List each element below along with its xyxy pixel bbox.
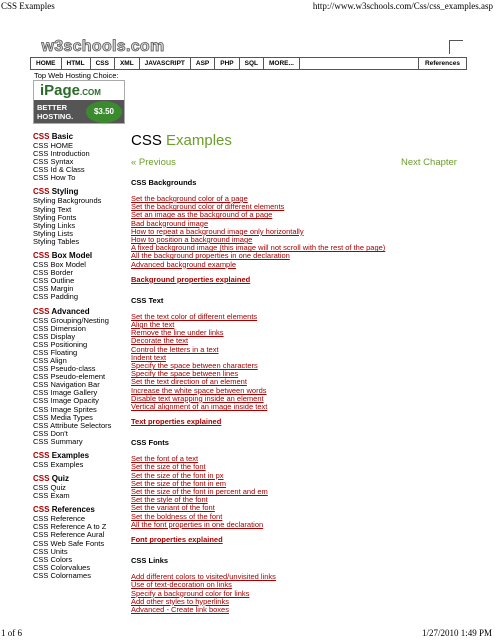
sidebar-link[interactable]: CSS Box Model xyxy=(33,260,86,270)
left-sidebar xyxy=(33,132,128,580)
section-link-list xyxy=(131,455,471,529)
sidebar-link[interactable]: CSS Don't xyxy=(33,428,68,438)
ad-tagline-line-2: HOSTING. xyxy=(37,112,74,121)
sidebar-link[interactable]: CSS Pseudo-element xyxy=(33,372,106,382)
example-link[interactable]: Specify the space between characters xyxy=(131,361,258,371)
sidebar-link[interactable]: Styling Fonts xyxy=(33,212,77,222)
ipage-ad-banner[interactable] xyxy=(33,80,125,124)
sidebar-link[interactable]: CSS Units xyxy=(33,546,68,556)
properties-explained-link[interactable]: Text properties explained xyxy=(131,417,222,427)
print-page-title: CSS Examples xyxy=(1,1,55,11)
example-link[interactable]: Remove the line under links xyxy=(131,328,224,338)
example-link[interactable]: Disable text wrapping inside an element xyxy=(131,393,264,403)
ad-brand-area xyxy=(34,81,124,100)
example-link[interactable]: A fixed background image (this image will not scroll with the rest of the page) xyxy=(131,243,386,253)
sidebar-link[interactable]: CSS Floating xyxy=(33,347,78,357)
example-link[interactable]: Set the size of the font in percent and em xyxy=(131,487,268,497)
example-link[interactable]: All the font properties in one declaration xyxy=(131,519,264,529)
ad-price-badge: $3.50 xyxy=(86,101,122,123)
ad-tagline-line-1: BETTER xyxy=(37,103,67,112)
example-link[interactable]: Set the size of the font in em xyxy=(131,478,227,488)
example-link[interactable]: Set the font of a text xyxy=(131,454,199,464)
nav-references[interactable]: References xyxy=(424,60,460,67)
previous-link[interactable]: « Previous xyxy=(131,157,176,168)
example-link[interactable]: Set the background color of a page xyxy=(131,194,248,203)
sidebar-link[interactable]: CSS Reference xyxy=(33,514,86,524)
sidebar-heading-prefix: CSS xyxy=(33,306,50,316)
properties-explained-link[interactable]: Font properties explained xyxy=(131,535,223,545)
sidebar-link[interactable]: Styling Lists xyxy=(33,228,74,238)
sidebar-link[interactable]: CSS How To xyxy=(33,173,76,183)
example-link[interactable]: Decorate the text xyxy=(131,336,189,346)
example-link[interactable]: Bad background image xyxy=(131,218,209,228)
example-link[interactable]: Specify the space between lines xyxy=(131,369,239,379)
nav-home[interactable]: HOME xyxy=(31,58,62,69)
sidebar-link[interactable]: CSS Introduction xyxy=(33,149,90,159)
example-link[interactable]: Set an image as the background of a page xyxy=(131,210,273,220)
example-link[interactable]: All the background properties in one declaration xyxy=(131,251,290,261)
sidebar-link[interactable]: CSS Positioning xyxy=(33,339,88,349)
sidebar-link[interactable]: Styling Text xyxy=(33,204,72,214)
properties-explained-link[interactable]: Background properties explained xyxy=(131,274,251,284)
example-sections xyxy=(131,178,471,620)
sidebar-link[interactable]: CSS Outline xyxy=(33,276,75,286)
print-url: http://www.w3schools.com/Css/css_examples.asp xyxy=(312,1,493,11)
section-heading: CSS Backgrounds xyxy=(131,178,197,187)
sidebar-link[interactable]: CSS Colors xyxy=(33,554,73,564)
nav-xml[interactable]: XML xyxy=(115,58,140,69)
example-link[interactable]: How to position a background image xyxy=(131,235,253,245)
ad-brand-name xyxy=(40,82,101,99)
sidebar-heading-title: Styling xyxy=(51,187,79,197)
logo-graphic xyxy=(40,36,166,56)
top-navigation-bar xyxy=(30,57,467,70)
example-link[interactable]: Add other styles to hyperlinks xyxy=(131,596,229,606)
page-title-prefix: CSS xyxy=(131,132,162,149)
nav-asp[interactable]: ASP xyxy=(191,58,215,69)
sidebar-link[interactable]: Styling Backgrounds xyxy=(33,196,102,206)
sidebar-link[interactable]: CSS Reference Aural xyxy=(33,530,105,540)
example-link[interactable]: Set the size of the font in px xyxy=(131,470,224,480)
sidebar-link[interactable]: CSS Dimension xyxy=(33,323,86,333)
page-title-main: Examples xyxy=(166,132,232,149)
sidebar-heading-prefix: CSS xyxy=(33,474,50,484)
sidebar-link[interactable]: CSS Summary xyxy=(33,436,83,446)
next-chapter-link[interactable]: Next Chapter xyxy=(401,157,457,168)
section-link-list xyxy=(131,195,471,269)
example-link[interactable]: Advanced - Create link boxes xyxy=(131,604,229,614)
corner-bracket xyxy=(449,40,463,54)
sidebar-link[interactable]: CSS Border xyxy=(33,268,74,278)
example-link[interactable]: Advanced background example xyxy=(131,259,237,269)
section-link-list xyxy=(131,313,471,411)
nav-php[interactable]: PHP xyxy=(215,58,239,69)
sidebar-heading-prefix: CSS xyxy=(33,187,50,197)
sidebar-heading-prefix: CSS xyxy=(33,505,50,515)
section-heading: CSS Fonts xyxy=(131,438,169,448)
page-title xyxy=(131,132,232,150)
sidebar-heading-prefix: CSS xyxy=(33,132,50,141)
example-link[interactable]: Align the text xyxy=(131,320,175,330)
sidebar-link[interactable]: CSS Align xyxy=(33,355,67,365)
print-header xyxy=(0,0,495,12)
example-link[interactable]: Indent text xyxy=(131,352,167,362)
sidebar-link[interactable]: Styling Links xyxy=(33,220,76,230)
ad-tagline xyxy=(37,103,81,121)
sidebar-link[interactable]: CSS Web Safe Fonts xyxy=(33,538,105,548)
sidebar-link[interactable]: CSS Quiz xyxy=(33,483,66,493)
sidebar-link[interactable]: CSS Margin xyxy=(33,284,74,294)
sidebar-link[interactable]: CSS Image Gallery xyxy=(33,388,98,398)
sidebar-heading-title: References xyxy=(51,505,95,515)
sidebar-link[interactable]: CSS Media Types xyxy=(33,412,93,422)
example-link[interactable]: Set the size of the font xyxy=(131,462,206,472)
nav-spacer xyxy=(300,58,419,69)
sidebar-link[interactable]: CSS Padding xyxy=(33,292,79,302)
sidebar-heading-title: Box Model xyxy=(51,251,93,261)
sidebar-heading-title: Examples xyxy=(51,451,90,460)
sidebar-link[interactable]: CSS Id & Class xyxy=(33,165,85,175)
sidebar-group-heading xyxy=(33,307,128,317)
example-link[interactable]: Set the style of the font xyxy=(131,495,208,505)
sidebar-link[interactable]: CSS Pseudo-class xyxy=(33,364,96,374)
sidebar-link[interactable]: CSS Reference A to Z xyxy=(33,522,107,532)
nav-more[interactable]: MORE... xyxy=(264,58,300,69)
example-link[interactable]: Specify a background color for links xyxy=(131,588,250,598)
example-link[interactable]: Set the variant of the font xyxy=(131,503,215,513)
print-footer xyxy=(0,628,495,640)
example-link[interactable]: Use of text-decoration on links xyxy=(131,580,232,590)
ad-brand-suffix: .COM xyxy=(80,88,101,97)
ad-brand-text: iPage xyxy=(40,82,81,99)
nav-sql[interactable]: SQL xyxy=(240,58,264,69)
sidebar-link[interactable]: CSS Navigation Bar xyxy=(33,380,100,390)
print-page-count: 1 of 6 xyxy=(1,628,22,638)
sidebar-link[interactable]: CSS Display xyxy=(33,331,76,341)
example-link[interactable]: Vertical alignment of an image inside text xyxy=(131,402,268,412)
example-link[interactable]: Add different colors to visited/unvisited links xyxy=(131,572,276,582)
section-heading: CSS Text xyxy=(131,295,164,305)
sidebar-heading-title: Basic xyxy=(51,132,74,141)
w3schools-logo[interactable] xyxy=(40,36,166,56)
nav-css[interactable]: CSS xyxy=(91,58,115,69)
example-link[interactable]: Set the text direction of an element xyxy=(131,377,247,387)
ad-tagline-area xyxy=(34,100,125,124)
sidebar-link[interactable]: CSS Attribute Selectors xyxy=(33,420,112,430)
sidebar-link[interactable]: CSS HOME xyxy=(33,141,74,150)
sidebar-heading-prefix: CSS xyxy=(33,451,50,460)
print-timestamp: 1/27/2010 1:49 PM xyxy=(421,628,492,638)
sidebar-heading-prefix: CSS xyxy=(33,251,50,261)
example-link[interactable]: Set the text color of different elements xyxy=(131,311,258,321)
example-link[interactable]: Set the boldness of the font xyxy=(131,511,223,521)
svg-text:w3schools.com: w3schools.com xyxy=(41,38,165,55)
sidebar-link[interactable]: CSS Examples xyxy=(33,460,84,469)
sidebar-link[interactable]: CSS Grouping/Nesting xyxy=(33,315,109,325)
section-link-list xyxy=(131,573,471,614)
example-link[interactable]: Control the letters in a text xyxy=(131,344,219,354)
nav-javascript[interactable]: JAVASCRIPT xyxy=(140,58,191,69)
sidebar-link[interactable]: CSS Exam xyxy=(33,491,70,501)
section-heading: CSS Links xyxy=(131,556,169,566)
nav-html[interactable]: HTML xyxy=(62,58,91,69)
sidebar-link[interactable]: CSS Colorvalues xyxy=(33,562,91,572)
sidebar-link[interactable]: CSS Image Opacity xyxy=(33,396,99,406)
sidebar-link[interactable]: CSS Syntax xyxy=(33,157,74,167)
hosting-ad-label: Top Web Hosting Choice: xyxy=(34,71,119,80)
sidebar-link[interactable]: CSS Colornames xyxy=(33,570,91,580)
example-link[interactable]: Increase the white space between words xyxy=(131,385,267,395)
sidebar-link[interactable]: CSS Image Sprites xyxy=(33,404,97,414)
sidebar-heading-title: Quiz xyxy=(51,474,70,484)
sidebar-link[interactable]: Styling Tables xyxy=(33,236,80,246)
example-link[interactable]: How to repeat a background image only horizontally xyxy=(131,226,304,236)
example-link[interactable]: Set the background color of different elements xyxy=(131,202,285,212)
sidebar-heading-title: Advanced xyxy=(51,306,90,316)
